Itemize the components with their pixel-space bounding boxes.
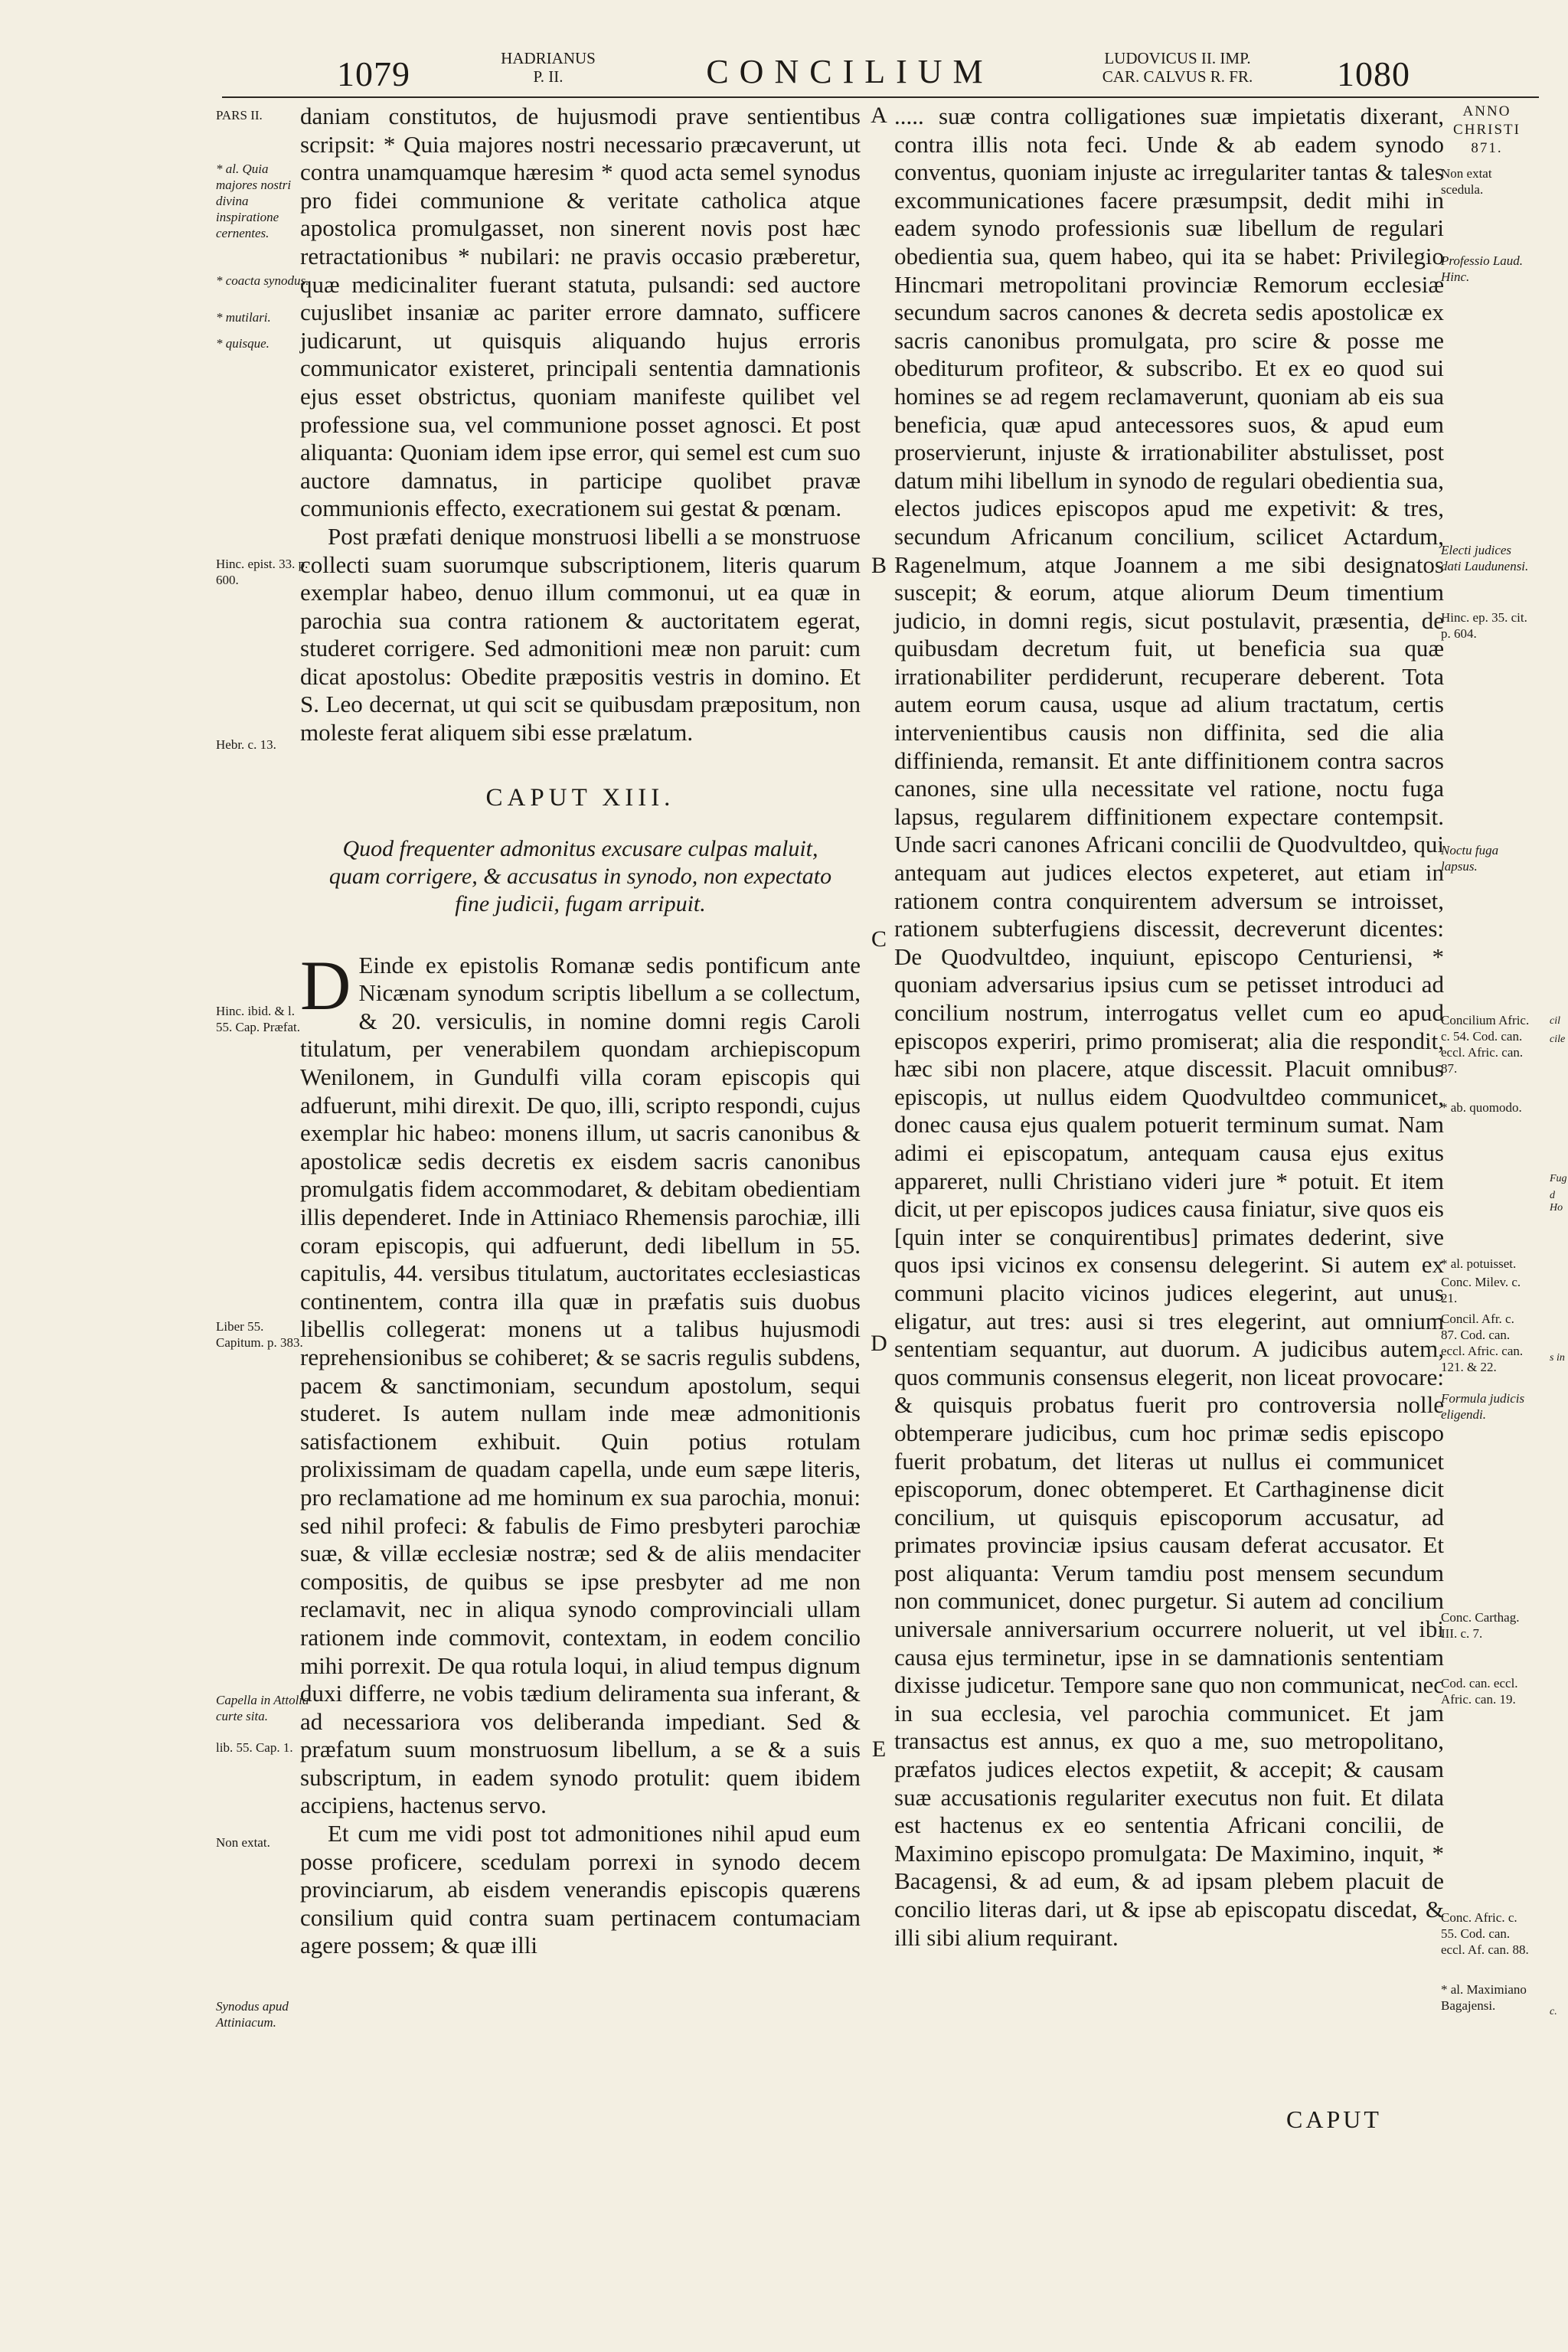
header-rule <box>222 96 1539 98</box>
margin-note-left: Liber 55. Capitum. p. 383. <box>216 1319 303 1350</box>
anno-year: 871. <box>1471 140 1503 156</box>
margin-note-right: Conc. Milev. c. 21. <box>1441 1275 1521 1305</box>
margin-note-left: Capella in Attolia curte sita. <box>216 1693 309 1723</box>
left-paragraph-2: Post præfati denique monstruosi libelli a se monstruose collecti suam suorumque subscriptionem, literis quarum exemplar habeo, denuo illum commonui, ut ea quæ in parochia sua contra rationem & auctoritatem egerat, studeret corrigere. Sed admonitioni meæ non paruit: cum dicat apostolus: Obedite præpositis vestris in domino. Et S. Leo decernat, ut qui scit se quibusdam præpositum, non moleste ferat aliquem sibi esse prælatum. <box>300 522 861 746</box>
left-paragraph-1: daniam constitutos, de hujusmodi prave sentientibus scripsit: * Quia majores nostri necessario præcaverunt, ut contra unamquamque hæresim * quod acta semel synodus pro fidei communione & veritate catholica atque apostolica promulgasset, non sinerent novis post hæc retractationibus * nubilari: ne pravis occasio præberetur, quæ medicinaliter fuerant statuta, pulsandi: sed auctore cujuslibet insaniæ ac pariter errore damnato, sufficere judicarunt, ut quisquis aliquando hujus erroris communicator existeret, principali sententia damnationis ejus esset obstrictus, quoniam manifeste quilibet vel professione sua, vel communione posset agnosci. Et post aliquanta: Quoniam idem ipse error, qui semel est cum suo auctore damnatus, in participe quolibet pravæ communionis effecto, execrationem sui gestat & pœnam. <box>300 103 861 522</box>
margin-note-left: * quisque. <box>216 336 270 351</box>
left-column <box>300 103 861 1960</box>
margin-note-left: Hinc. ibid. & l. 55. Cap. Præfat. <box>216 1004 301 1034</box>
margin-note-right: Conc. Carthag. III. c. 7. <box>1441 1610 1520 1641</box>
margin-note-right: * al. Maximiano Bagajensi. <box>1441 1982 1527 2013</box>
margin-note-right: Conc. Afric. c. 55. Cod. can. eccl. Af. can. 88. <box>1441 1910 1529 1957</box>
header-right-label <box>1078 49 1277 86</box>
header-left-top: HADRIANUS <box>501 49 596 67</box>
edge-fragment: cile <box>1550 1034 1566 1045</box>
edge-fragment: c. <box>1550 2006 1557 2017</box>
margin-note-left: * mutilari. <box>216 310 271 325</box>
left-paragraph-3-text: Einde ex epistolis Romanæ sedis pontificum ante Nicænam synodum scriptis libellum a se collectum, & 20. versiculis, in nomine domni regis Caroli titulatum, per venerabilem quondam archiepiscopum Wenilonem, in Gundulfi villa coram episcopis qui adfuerunt, mihi direxit. De quo, illi, scripto respondi, cujus exemplar hic habeo: monens illum, ut sacris canonibus & apostolicæ sedis decretis ex eisdem sacris canonibus promulgatis fidem accommodaret, & debitam obedientiam illis dependeret. Inde in Attiniaco Rhemensis parochiæ, illi coram episcopis, qui adfuerunt, dedi libellum in 55. capitulis, 44. versibus titulatum, auctoritates ecclesiasticas continentem, contra illa quæ in præfatis suis duobus libellis collegerat: monens ut a talibus hujusmodi reprehensionibus se cohiberet; & se sacris regulis subdens, pacem & sanctimoniam, secundum apostolum, sequi studeret. Is autem nullam inde meæ admonitionis satisfactionem exhibuit. Quin potius rotulam prolixissimam de quadam capella, unde eum sæpe literis, pro reclamatione ad me hominum ex sua parochia, monui: sed nihil profeci: & fabulis de Fimo presbyteri parochiæ suæ, & villæ ecclesiæ nostræ; sed & de aliis mendaciter compositis, de quibus se ipse presbyter ad me non reclamavit, nec in aliqua synodo comprovinciali ullam rationem inde commovit, contextam, in eodem concilio mihi porrexit. De qua rotula loqui, in aliud tempus dignum duxi differre, ne vobis tædium deliramenta sua inferant, & ad necessariora vos deliberanda impediant. Sed & præfatum suum monstruosum libellum, a se & a suis subscriptum, in eadem synodo protulit: quem ibidem accipiens, hactenus servo. <box>300 951 861 1819</box>
margin-note-right: Non extat scedula. <box>1441 166 1492 197</box>
margin-note-right: * ab. quomodo. <box>1441 1100 1522 1115</box>
margin-note-left: Non extat. <box>216 1835 270 1850</box>
edge-fragment: Fug <box>1550 1173 1567 1184</box>
margin-note-right: Noctu fuga lapsus. <box>1441 843 1499 874</box>
section-letter-d: D <box>871 1331 887 1356</box>
section-letter-b: B <box>871 553 887 578</box>
running-header <box>0 44 1568 98</box>
catchword: CAPUT <box>1286 2105 1382 2133</box>
right-paragraph-1: ..... suæ contra colligationes suæ impietatis dixerant, contra illis nota feci. Unde & ab eadem synodo conventus, quoniam injuste ac irregulariter tantas & tales excommunicationes facere præsumpsit, dedit mihi in eadem synodo professionis suæ libellum de regulari obedientia sua, quem habeo, qui ita se habet: Privilegio Hincmari metropolitani provinciæ Remorum ecclesiæ secundum sacros canones & decreta sedis apostolicæ ex sacris canonibus promulgata, pro scire & posse me obediturum profiteor, & subscribo. Et ex eo quod sui homines se ad regem reclamaverunt, quoniam ab eis sua beneficia, quæ apud antecessores suos, & apud eum proservierunt, injuste & irrationabiliter abstulisset, post datum mihi libellum in synodo de regulari obedientia sua, electos judices episcopos apud me expetivit: & tres, secundum Africanum concilium, scilicet Actardum, Ragenelmum, atque Joannem a me sibi designatos suscepit; & eorum, atque aliorum Deum timentium judicio, in domni regis, sicut postulavit, præsentia, de quibusdam decretum fuit, ut beneficia sua quæ irrationabiliter perdiderunt, recuperare deberent. Tota autem eorum causa, usque ad alium tractatum, certis intervenientibus causis non diffinita, sed die alia diffinienda, remansit. Et ante diffinitionem contra sacros canones, sine ulla necessitate vel ratione, noctu fuga lapsus, regularem diffinitionem expectare contempsit. Unde sacri canones Africani concilii de Quodvultdeo, qui antequam aut judices electos expeteret, aut etiam in rationem contra conquirentem adversum se introisset, rationem subterfugiens discessit, decreverunt dicentes: De Quodvultdeo, inquiunt, episcopo Centuriensi, * quoniam adversarius ipsius cum se petisset introduci ad concilium nostrum, interrogatus vellet cum eo apud episcopos experiri, primo promiserat; alia die respondit, hæc sibi non placere, atque discessit. Placuit omnibus episcopis, ut nullus eidem Quodvultdeo communicet, donec causa ejus qualem potuerit terminum sumat. Nam adimi ei episcopatum, antequam causa ejus exitus appareret, nulli Christiano videri jure * potuit. Et item dicit, ut per episcopos judices causa finiatur, sive quos eis [quin inter se conquirentibus] primates dederint, sive quos ipsi vicinos ex consensu delegerint. Si autem ex communi placito vicinos judices elegerint, aut unus eligatur, aut tres: ausi si tres elegerint, aut omnium sententiam sequantur, aut duorum. A judicibus autem, quos communis consensus elegerit, non liceat provocare: & quisquis probatus fuerit pro controversia nolle obtemperare judicibus, cum hoc primæ sedis episcopo fuerit probatum, det literas ut nullus ei communicet episcoporum, donec obtemperet. Et Carthaginense dicit concilium, ut quisquis episcoporum accusatur, ad primates provinciæ ipsius causam deferat accusator. Et post aliquanta: Verum tamdiu post mensem secundum non communicet, donec purgetur. Si autem ad concilium universale anniversarium occurrere noluerit, ut vel ibi causa ejus terminetur, ipse in se damnationis sententiam dixisse judicetur. Tempore sane quo non communicat, nec in sua ecclesia, vel parochia communicet. Et jam transactus est annus, ex quo a me, suo metropolitano, præfatos judices electos expetiit, & accepit; & causam suæ accusationis regulariter executus non fuit. Et dilata est hactenus ex eo sententia Africani concilii, de Maximino episcopo promulgata: De Maximino, inquit, * Bacagensi, & ad eum, & ad ipsam plebem placuit de concilio literas dari, ut & ipse ab episcopatu discedat, & illi sibi alium requirant. <box>894 103 1444 1951</box>
margin-note-left: Synodus apud Attiniacum. <box>216 1999 289 2030</box>
margin-note-left: Hebr. c. 13. <box>216 737 276 752</box>
anno-label: ANNO <box>1462 103 1511 119</box>
margin-note-left: * al. Quia majores nostri divina inspiratione cernentes. <box>216 162 292 240</box>
page-number-right: 1080 <box>1337 54 1410 93</box>
margin-note-left: PARS II. <box>216 108 263 122</box>
margin-note-right: Professio Laud. Hinc. <box>1441 253 1524 284</box>
edge-fragment: s in <box>1550 1352 1565 1364</box>
margin-note-left: lib. 55. Cap. 1. <box>216 1740 293 1755</box>
section-letter-c: C <box>871 926 887 952</box>
left-paragraph-4: Et cum me vidi post tot admonitiones nihil apud eum posse proficere, scedulam porrexi in synodo decem provinciarum, ab eisdem venerandis episcopis quærens consilium quid contra suam pertinacem contumaciam agere possem; & quæ illi <box>300 1820 861 1959</box>
header-left-label <box>487 49 609 86</box>
edge-fragment: d Ho <box>1550 1190 1563 1214</box>
right-column <box>894 103 1444 1952</box>
section-letter-a: A <box>871 103 887 128</box>
margin-note-left: * coacta synodus. <box>216 273 309 288</box>
chapter-rubric: Quod frequenter admonitus excusare culpas maluit, quam corrigere, & accusatus in synodo, non expectato fine judicii, fugam arripuit. <box>328 835 832 916</box>
margin-note-right: * al. potuisset. <box>1441 1256 1517 1271</box>
margin-note-right: Electi judices dati Laudunensi. <box>1441 543 1529 573</box>
header-left-bottom: P. II. <box>533 67 564 86</box>
margin-note-right: Concilium Afric. c. 54. Cod. can. eccl. Afric. can. 87. <box>1441 1013 1530 1076</box>
margin-note-right: Formula judicis eligendi. <box>1441 1391 1525 1422</box>
margin-note-left: Hinc. epist. 33. p. 600. <box>216 557 309 587</box>
edge-fragment: cil <box>1550 1015 1560 1027</box>
anno-christi-label: CHRISTI <box>1453 122 1521 138</box>
chapter-heading: CAPUT XIII. <box>485 783 675 812</box>
margin-note-right: Cod. can. eccl. Afric. can. 19. <box>1441 1676 1518 1707</box>
drop-cap: D <box>300 946 351 1024</box>
margin-note-right: Hinc. ep. 35. cit. p. 604. <box>1441 610 1527 641</box>
header-right-bottom: CAR. CALVUS R. FR. <box>1102 67 1253 86</box>
left-paragraph-3 <box>300 946 861 1820</box>
anno-christi <box>1441 103 1533 158</box>
page-number-left: 1079 <box>337 54 410 93</box>
header-title: CONCILIUM <box>706 53 994 90</box>
section-letter-e: E <box>871 1736 887 1762</box>
header-right-top: LUDOVICUS II. IMP. <box>1104 49 1251 67</box>
margin-note-right: Concil. Afr. c. 87. Cod. can. eccl. Afric. can. 121. & 22. <box>1441 1312 1524 1374</box>
